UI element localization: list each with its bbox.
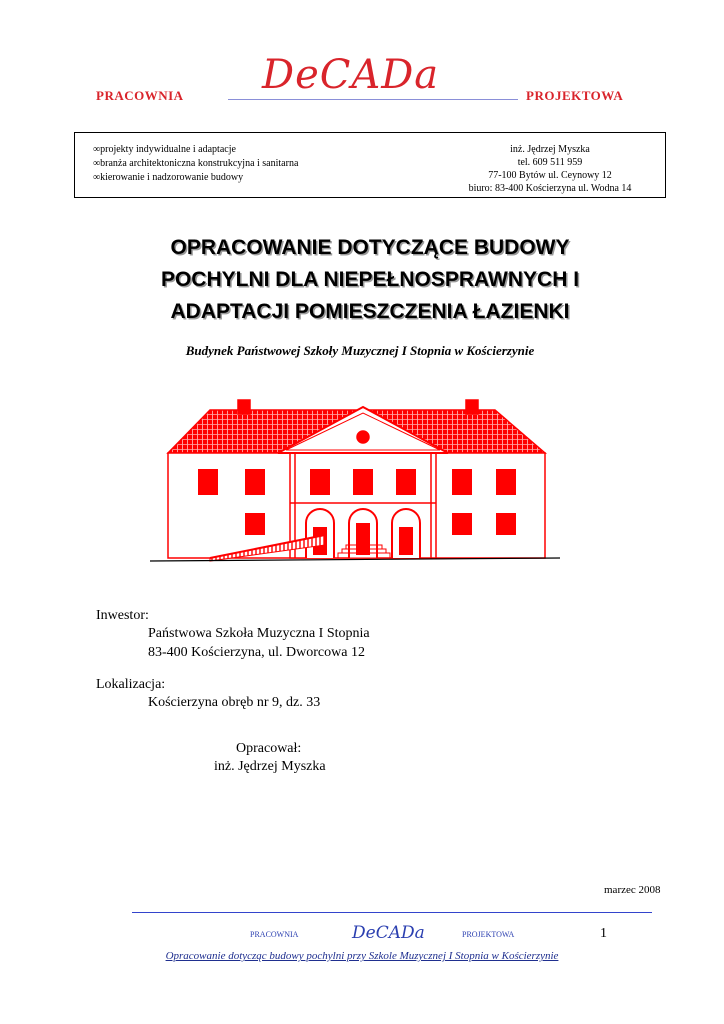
title-line-1: OPRACOWANIE DOTYCZĄCE BUDOWY <box>170 236 570 259</box>
title-line-3: ADAPTACJI POMIESZCZENIA ŁAZIENKI <box>170 300 570 323</box>
page-number: 1 <box>600 926 607 941</box>
service-item: ∞branża architektoniczna konstrukcyjna i sanitarna <box>93 158 299 169</box>
service-item: ∞kierowanie i nadzorowanie budowy <box>93 172 244 183</box>
company-info-box <box>74 132 666 198</box>
header-right-word: PROJEKTOWA <box>526 88 624 103</box>
contact-office: biuro: 83-400 Kościerzyna ul. Wodna 14 <box>468 183 632 194</box>
footer-left-word: PRACOWNIA <box>250 930 299 939</box>
location-value: Kościerzyna obręb nr 9, dz. 33 <box>148 695 321 710</box>
document-title <box>80 232 660 328</box>
investor-label: Inwestor: <box>96 608 149 623</box>
footer-note: Opracowanie dotycząc budowy pochylni przy Szkole Muzycznej I Stopnia w Kościerzynie <box>165 950 559 962</box>
school-building-drawing <box>150 395 560 570</box>
investor-name: Państwowa Szkoła Muzyczna I Stopnia <box>148 626 370 641</box>
prepared-label: Opracował: <box>236 741 302 756</box>
location-label: Lokalizacja: <box>96 677 166 692</box>
document-date: marzec 2008 <box>604 884 661 896</box>
footer-right-word: PROJEKTOWA <box>462 930 515 939</box>
investor-address: 83-400 Kościerzyna, ul. Dworcowa 12 <box>148 645 365 660</box>
footer-logo: DeCADa <box>352 923 425 943</box>
contact-block <box>435 143 665 195</box>
title-line-2: POCHYLNI DLA NIEPEŁNOSPRAWNYCH I <box>160 268 580 291</box>
footer-line <box>132 912 652 913</box>
services-list <box>93 143 393 185</box>
prepared-name: inż. Jędrzej Myszka <box>214 759 326 774</box>
header-line <box>228 99 518 100</box>
contact-address: 77-100 Bytów ul. Ceynowy 12 <box>488 170 612 181</box>
decada-logo: DeCADa <box>262 52 440 98</box>
upper-windows <box>198 469 516 495</box>
contact-phone: tel. 609 511 959 <box>517 157 583 168</box>
contact-name: inż. Jędrzej Myszka <box>510 144 590 155</box>
header-left-word: PRACOWNIA <box>96 88 184 103</box>
service-item: ∞projekty indywidualne i adaptacje <box>93 144 236 155</box>
document-subtitle: Budynek Państwowej Szkoły Muzycznej I Stopnia w Kościerzynie <box>185 343 535 358</box>
